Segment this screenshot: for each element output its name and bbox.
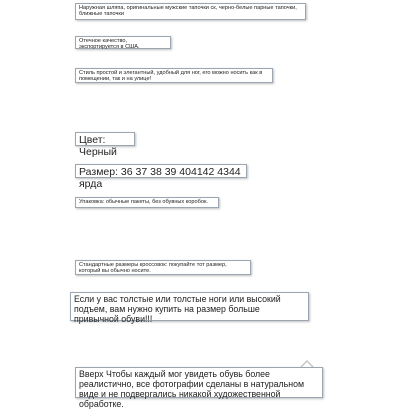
text-block-quality: Отечное качество, экспортируется в США. <box>75 36 171 49</box>
text-block-photos: Вверх Чтобы каждый мог увидеть обувь более реалистично, все фотографии сделаны в натуральном виде и не подвергались никакой художественной обработке. <box>75 367 323 398</box>
text-block-size-advice: Если у вас толстые или толстые ноги или высокий подъем, вам нужно купить на размер больше привычной обуви!!! <box>70 292 309 321</box>
text-block-packaging: Упаковка: обычные пакеты, без обувных коробок. <box>75 197 219 208</box>
text-block-standard-sizes: Стандартные размеры кроссовок: покупайте тот размер, который вы обычно носите. <box>75 260 251 275</box>
text-block-outerwear: Наружная шляпа, оригинальные мужские тапочки ск, черно-белые парные тапочки, ближные тапочки <box>75 3 306 20</box>
text-block-color: Цвет: Черный <box>75 132 135 146</box>
text-block-style: Стиль простой и элегантный, удобный для ног, его можно носить как в помещении, так и на улице! <box>75 68 273 83</box>
text-block-sizes: Размер: 36 37 38 39 404142 4344 ярда <box>75 164 247 178</box>
